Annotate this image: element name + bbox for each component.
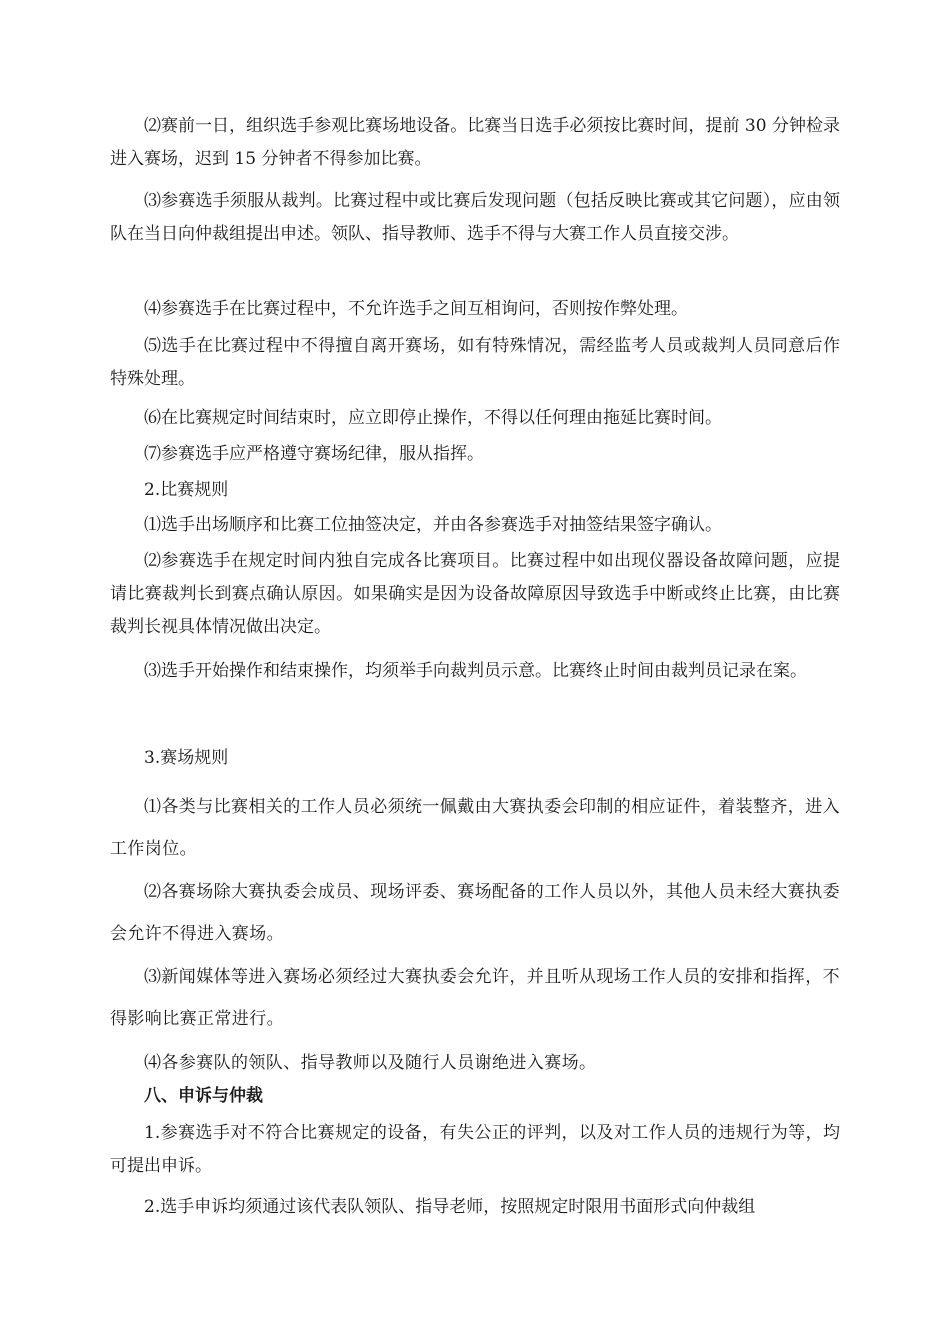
paragraph-stop-on-time: ⑹在比赛规定时间结束时，应立即停止操作，不得以任何理由拖延比赛时间。: [144, 408, 722, 428]
paragraph-appeal-grounds: 1.参赛选手对不符合比赛规定的设备，有失公正的评判，以及对工作人员的违规行为等，均可提出申诉。: [110, 1123, 840, 1176]
paragraph-equipment-failure: ⑵参赛选手在规定时间内独自完成各比赛项目。比赛过程中如出现仪器设备故障问题，应提请比赛裁判长到赛点确认原因。如果确实是因为设备故障原因导致选手中断或终止比赛，由比赛裁判长视具体情况做出决定。: [110, 551, 840, 637]
paragraph-no-team-leaders: ⑷各参赛队的领队、指导教师以及随行人员谢绝进入赛场。: [144, 1053, 597, 1073]
paragraph-appeal-procedure: 2.选手申诉均须通过该代表队领队、指导老师，按照规定时限用书面形式向仲裁组: [144, 1197, 756, 1217]
paragraph-authorized-entry: ⑵各赛场除大赛执委会成员、现场评委、赛场配备的工作人员以外，其他人员未经大赛执委会允许不得进入赛场。: [110, 882, 840, 944]
paragraph-raise-hand: ⑶选手开始操作和结束操作，均须举手向裁判员示意。比赛终止时间由裁判员记录在案。: [144, 661, 807, 681]
paragraph-staff-badges: ⑴各类与比赛相关的工作人员必须统一佩戴由大赛执委会印制的相应证件，着装整齐，进入工作岗位。: [110, 797, 840, 859]
section-heading-appeal-arbitration: 八、申诉与仲裁: [144, 1086, 263, 1106]
section-heading-competition-rules: 2.比赛规则: [144, 480, 229, 500]
paragraph-news-media: ⑶新闻媒体等进入赛场必须经过大赛执委会允许，并且听从现场工作人员的安排和指挥，不得影响比赛正常进行。: [110, 967, 840, 1029]
paragraph-no-asking: ⑷参赛选手在比赛过程中，不允许选手之间互相询问，否则按作弊处理。: [144, 299, 688, 319]
paragraph-check-in: ⑵赛前一日，组织选手参观比赛场地设备。比赛当日选手必须按比赛时间，提前 30 分钟检录进入赛场，迟到 15 分钟者不得参加比赛。: [110, 116, 840, 169]
paragraph-obey-referee: ⑶参赛选手须服从裁判。比赛过程中或比赛后发现问题（包括反映比赛或其它问题），应由领队在当日向仲裁组提出申述。领队、指导教师、选手不得与大赛工作人员直接交涉。: [110, 191, 840, 244]
paragraph-discipline: ⑺参赛选手应严格遵守赛场纪律，服从指挥。: [144, 444, 484, 464]
paragraph-no-leaving: ⑸选手在比赛过程中不得擅自离开赛场，如有特殊情况，需经监考人员或裁判人员同意后作特殊处理。: [110, 336, 840, 389]
section-heading-venue-rules: 3.赛场规则: [144, 748, 229, 768]
paragraph-draw-lots: ⑴选手出场顺序和比赛工位抽签决定，并由各参赛选手对抽签结果签字确认。: [144, 515, 722, 535]
